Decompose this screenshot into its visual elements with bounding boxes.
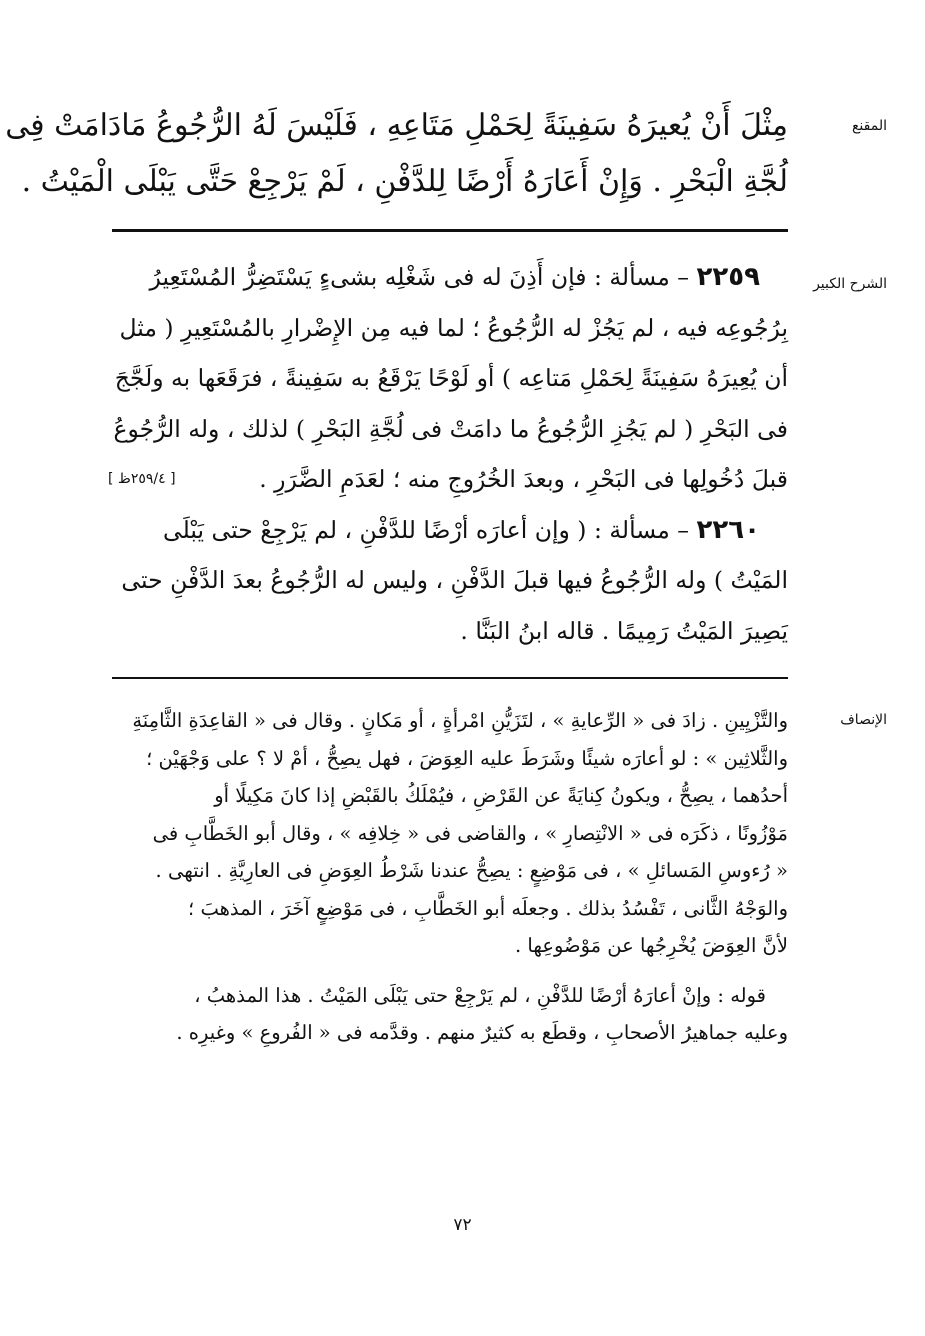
divider-thin xyxy=(112,677,788,679)
manuscript-reference: [ ٢٥٩/٤ظ ] xyxy=(108,471,176,487)
sharh-line: قبلَ دُخُولِها فى البَحْرِ ، وبعدَ الخُرُوجِ منه ؛ لعَدَمِ الضَّرَرِ . xyxy=(259,465,788,493)
section-label-insaf: الإنصاف xyxy=(840,712,887,728)
issue-2260-heading: – مسألة : ( وإن أعارَه أرْضًا للدَّفْنِ ، لم يَرْجِعْ حتى يَبْلَى xyxy=(163,515,690,544)
insaf-line: أحدُهما ، يصِحُّ ، ويكونُ كِنايَةً عن القَرْضِ ، فيُمْلَكُ بالقَبْضِ إذا كانَ مَكِيلًا أو xyxy=(214,784,788,807)
issue-number-2260: ٢٢٦٠ xyxy=(696,514,760,545)
issue-2260-first-line xyxy=(108,505,788,556)
insaf-line: والثَّلاثِين » : لو أعارَه شيئًا وشَرَطَ عليه العِوَضَ ، فهل يصِحُّ ، أمْ لا ؟ على وَجْهَيْن ؛ xyxy=(146,746,788,770)
insaf-line: والتَّزْيِينِ . زادَ فى « الرِّعايةِ » ، لتَزَيُّنِ امْرأةٍ ، أو مَكانٍ . وقال فى « القاعِدَةِ الثَّامِنَةِ xyxy=(132,709,788,732)
muqni-line: مِثْلَ أَنْ يُعيرَهُ سَفِينَةً لِحَمْلِ مَتَاعِهِ ، فَلَيْسَ لَهُ الرُّجُوعُ مَادَامَتْ فِى xyxy=(5,108,788,143)
sharh-line: المَيْتُ ) وله الرُّجُوعُ فيها قبلَ الدَّفْنِ ، وليس له الرُّجُوعُ بعدَ الدَّفْنِ حتى xyxy=(121,566,788,594)
insaf-line: وعليه جماهيرُ الأصحابِ ، وقطَع به كثيرٌ منهم . وقدَّمه فى « الفُروعِ » وغيرِه . xyxy=(176,1021,788,1044)
sharh-text xyxy=(108,252,788,656)
sharh-line: بِرُجُوعِه فيه ، لم يَجُزْ له الرُّجُوعُ ؛ لما فيه مِن الإِضْرارِ بالمُسْتَعِيرِ ( مثل xyxy=(119,313,788,342)
issue-number-2259: ٢٢٥٩ xyxy=(696,262,760,292)
insaf-text xyxy=(108,702,788,1052)
issue-2259-heading: – مسألة : فإن أَذِنَ له فى شَغْلِه بشىءٍ يَسْتَضِرُّ المُسْتَعِيرُ xyxy=(149,263,690,291)
insaf-line: « رُءوسِ المَسائلِ » ، فى مَوْضِعٍ : يصِحُّ عندنا شَرْطُ العِوَضِ فى العارِيَّةِ . انتهى . xyxy=(155,859,788,882)
sharh-line-with-ref xyxy=(108,454,788,505)
muqni-text xyxy=(5,98,788,210)
sharh-line: يَصِيرَ المَيْتُ رَمِيمًا . قاله ابنُ البَنَّا . xyxy=(460,616,788,645)
insaf-line: قوله : وإنْ أعارَهُ أرْضًا للدَّفْنِ ، لم يَرْجِعْ حتى يَبْلَى المَيْتُ . هذا المذهبُ ، xyxy=(194,983,766,1007)
section-label-muqni: المقنع xyxy=(851,118,887,134)
divider-thick xyxy=(112,229,788,232)
insaf-line: مَوْزُونًا ، ذكَرَه فى « الانْتِصارِ » ، والقاضى فى « خِلافِه » ، وقال أبو الخَطَّابِ فى xyxy=(152,821,788,845)
issue-2259-first-line xyxy=(108,252,788,303)
insaf-line: والوَجْهُ الثَّانى ، تَفْسُدُ بذلك . وجعلَه أبو الخَطَّابِ ، فى مَوْضِعٍ آخَرَ ، المذهبَ ؛ xyxy=(188,896,788,920)
sharh-line: فى البَحْرِ ( لم يَجُزِ الرُّجُوعُ ما دامَتْ فى لُجَّةِ البَحْرِ ) لذلك ، وله الرُّجُوعُ xyxy=(113,414,788,443)
insaf-line: لأنَّ العِوَضَ يُخْرِجُها عن مَوْضُوعِها . xyxy=(515,934,788,957)
section-label-sharh: الشرح الكبير xyxy=(813,276,887,292)
sharh-line: أن يُعِيرَهُ سَفِينَةً لِحَمْلِ مَتاعِه ) أو لَوْحًا يَرْقَعُ به سَفِينةً ، فرَقَعَها به ولَجَّجَ xyxy=(114,364,788,392)
page-number: ٧٢ xyxy=(453,1215,472,1235)
muqni-line: لُجَّةِ الْبَحْرِ . وَإِنْ أَعَارَهُ أَرْضًا لِلدَّفْنِ ، لَمْ يَرْجِعْ حَتَّى يَبْلَى الْمَيْتُ . xyxy=(21,164,788,199)
